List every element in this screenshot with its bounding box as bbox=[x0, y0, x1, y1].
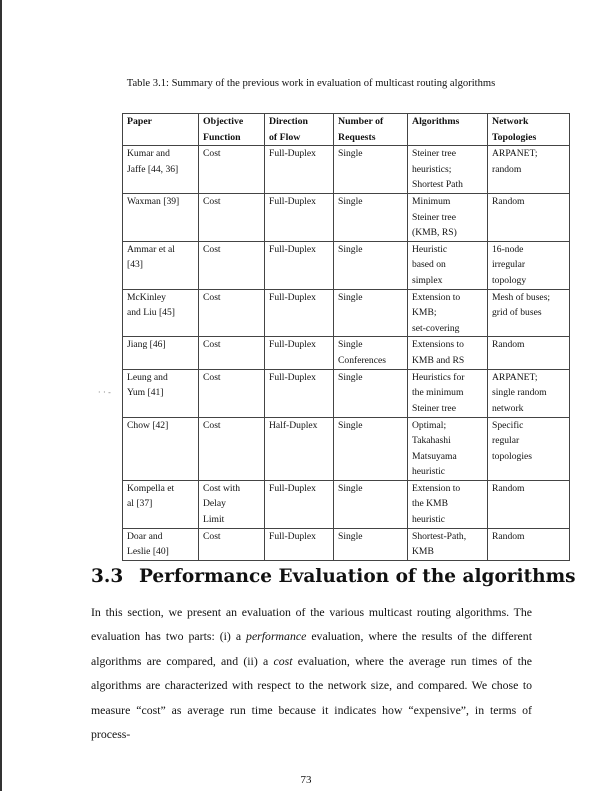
table-cell: Shortest-Path, KMB bbox=[408, 528, 488, 560]
table-row bbox=[123, 337, 570, 369]
table-row bbox=[123, 146, 570, 194]
column-header: Number of Requests bbox=[334, 114, 408, 146]
table-cell: Jiang [46] bbox=[123, 337, 199, 369]
summary-table bbox=[122, 113, 570, 561]
table-cell: 16-node irregular topology bbox=[488, 241, 570, 289]
table-cell: Doar and Leslie [40] bbox=[123, 528, 199, 560]
table-cell: Full-Duplex bbox=[265, 193, 334, 241]
page-number: 73 bbox=[300, 774, 312, 786]
emphasis-text: cost bbox=[273, 653, 293, 668]
table-cell: Cost bbox=[199, 289, 265, 337]
table-row bbox=[123, 193, 570, 241]
table-cell: Optimal; Takahashi Matsuyama heuristic bbox=[408, 417, 488, 480]
table-cell: Heuristics for the minimum Steiner tree bbox=[408, 369, 488, 417]
table-cell: Single bbox=[334, 193, 408, 241]
table-cell: Full-Duplex bbox=[265, 241, 334, 289]
emphasis-text: performance bbox=[246, 629, 307, 644]
table-cell: Random bbox=[488, 337, 570, 369]
table-cell: Kumar and Jaffe [44, 36] bbox=[123, 146, 199, 194]
table-cell: Extension to KMB; set-covering bbox=[408, 289, 488, 337]
table-cell: ARPANET; random bbox=[488, 146, 570, 194]
table-cell: Leung and Yum [41] bbox=[123, 369, 199, 417]
table-cell: Full-Duplex bbox=[265, 289, 334, 337]
section-title: Performance Evaluation of the algorithms bbox=[139, 566, 576, 587]
table-cell: Full-Duplex bbox=[265, 528, 334, 560]
table-cell: Extensions to KMB and RS bbox=[408, 337, 488, 369]
table-caption: Table 3.1: Summary of the previous work in evaluation of multicast routing algorithms bbox=[126, 78, 496, 89]
paragraph-text: evaluation, where the average run times of the algorithms are characterized with respect to the network size, and compared. We chose to measure “cost” as average run time because it indicates how “expensive”, in terms of process- bbox=[91, 653, 532, 742]
table-cell: Cost bbox=[199, 528, 265, 560]
section-heading bbox=[91, 566, 576, 587]
table-cell: Cost bbox=[199, 146, 265, 194]
section-number: 3.3 bbox=[91, 566, 124, 587]
paragraph-text: In this section, we present an evaluation of the various multicast routing algorithms. The evaluation has two parts: (i) a bbox=[91, 605, 532, 644]
column-header: Direction of Flow bbox=[265, 114, 334, 146]
table-row bbox=[123, 241, 570, 289]
table-header-row bbox=[123, 114, 570, 146]
column-header: Algorithms bbox=[408, 114, 488, 146]
table-cell: Extension to the KMB heuristic bbox=[408, 480, 488, 528]
table-cell: Single bbox=[334, 289, 408, 337]
table-cell: Single bbox=[334, 241, 408, 289]
paragraph-text: evaluation, where the results of the different algorithms are compared, and (ii) a bbox=[91, 629, 532, 668]
table-row bbox=[123, 480, 570, 528]
table-cell: Single bbox=[334, 146, 408, 194]
table-cell: Single Conferences bbox=[334, 337, 408, 369]
table-cell: Specific regular topologies bbox=[488, 417, 570, 480]
table-row bbox=[123, 417, 570, 480]
table-cell: Single bbox=[334, 480, 408, 528]
table-cell: Kompella et al [37] bbox=[123, 480, 199, 528]
table-cell: Single bbox=[334, 369, 408, 417]
table-cell: Mesh of buses; grid of buses bbox=[488, 289, 570, 337]
table-cell: Half-Duplex bbox=[265, 417, 334, 480]
table-cell: McKinley and Liu [45] bbox=[123, 289, 199, 337]
table-cell: Full-Duplex bbox=[265, 146, 334, 194]
table-cell: Steiner tree heuristics; Shortest Path bbox=[408, 146, 488, 194]
table-cell: Cost with Delay Limit bbox=[199, 480, 265, 528]
table-row bbox=[123, 289, 570, 337]
table-cell: Full-Duplex bbox=[265, 480, 334, 528]
table-cell: Chow [42] bbox=[123, 417, 199, 480]
scan-edge bbox=[0, 0, 2, 791]
table-cell: Full-Duplex bbox=[265, 369, 334, 417]
column-header: Objective Function bbox=[199, 114, 265, 146]
table-row bbox=[123, 369, 570, 417]
table-cell: Ammar et al [43] bbox=[123, 241, 199, 289]
column-header: Network Topologies bbox=[488, 114, 570, 146]
table-cell: Cost bbox=[199, 369, 265, 417]
table-cell: Full-Duplex bbox=[265, 337, 334, 369]
table-cell: Random bbox=[488, 528, 570, 560]
table-cell: Waxman [39] bbox=[123, 193, 199, 241]
table-cell: Cost bbox=[199, 337, 265, 369]
scan-artifact: · · - bbox=[98, 388, 111, 397]
table-cell: Single bbox=[334, 528, 408, 560]
column-header: Paper bbox=[123, 114, 199, 146]
table-cell: Minimum Steiner tree (KMB, RS) bbox=[408, 193, 488, 241]
table-cell: Heuristic based on simplex bbox=[408, 241, 488, 289]
table-cell: ARPANET; single random network bbox=[488, 369, 570, 417]
body-paragraph bbox=[91, 600, 532, 746]
table-cell: Random bbox=[488, 193, 570, 241]
table-row bbox=[123, 528, 570, 560]
table-cell: Cost bbox=[199, 241, 265, 289]
table-cell: Random bbox=[488, 480, 570, 528]
table-cell: Cost bbox=[199, 193, 265, 241]
table-cell: Single bbox=[334, 417, 408, 480]
table-cell: Cost bbox=[199, 417, 265, 480]
